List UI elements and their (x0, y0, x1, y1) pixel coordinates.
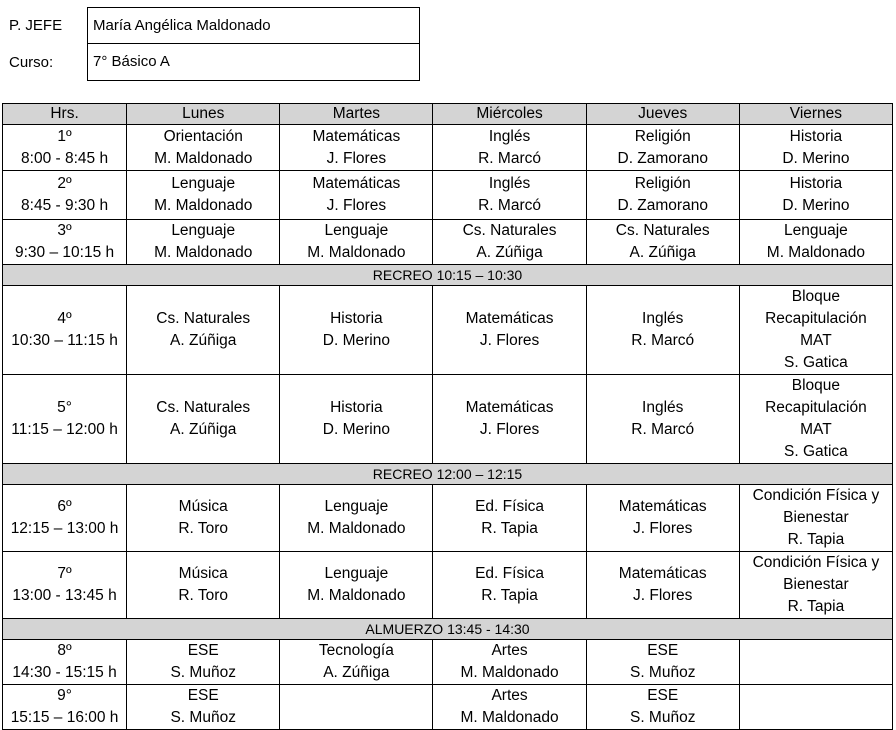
teacher-name: R. Tapia (481, 587, 538, 604)
period-number: 8º (57, 642, 72, 659)
class-cell-jueves (586, 685, 739, 730)
teacher-name: A. Zúñiga (170, 332, 237, 349)
teacher-name: A. Zúñiga (629, 244, 696, 261)
subject-line: MAT (800, 421, 832, 438)
subject-line: Tecnología (318, 642, 394, 659)
period-number: 1º (57, 127, 72, 145)
class-cell-lunes (127, 685, 280, 730)
subject-line: Matemáticas (312, 175, 401, 192)
period-cell (3, 485, 127, 552)
class-cell-lunes (127, 485, 280, 552)
period-cell (3, 552, 127, 619)
class-cell-miercoles (433, 640, 586, 685)
subject-line: Historia (789, 175, 843, 192)
course-label: Curso: (9, 54, 54, 71)
class-cell-jueves (586, 640, 739, 685)
class-cell-lunes (127, 171, 280, 220)
schedule-body (3, 104, 893, 730)
subject-line: Historia (330, 399, 383, 416)
course-field: 7° Básico A (87, 44, 420, 81)
period-cell (3, 640, 127, 685)
class-cell-lunes (127, 552, 280, 619)
column-header-jueves: Jueves (586, 104, 739, 125)
teacher-name: D. Merino (782, 149, 850, 167)
subject-line: Artes (491, 642, 528, 659)
subject-line: Bloque (791, 288, 841, 305)
period-row (3, 640, 893, 685)
teacher-name: J. Flores (326, 197, 387, 214)
period-time: 8:45 - 9:30 h (21, 197, 109, 214)
teacher-name: M. Maldonado (766, 244, 866, 261)
teacher-name: J. Flores (479, 332, 540, 349)
teacher-name: D. Merino (782, 197, 850, 214)
subject-line: Ed. Física (475, 498, 545, 515)
subject-line: Música (178, 565, 228, 582)
class-cell-miercoles (433, 125, 586, 171)
class-cell-miercoles (433, 485, 586, 552)
column-header-miercoles: Miércoles (433, 104, 586, 125)
period-cell (3, 286, 127, 375)
class-cell-viernes (739, 286, 892, 375)
subject-line: Música (178, 498, 228, 515)
teacher-name: M. Maldonado (307, 244, 406, 261)
subject-line: Inglés (488, 175, 531, 192)
break-row (3, 619, 893, 640)
class-cell-jueves (586, 286, 739, 375)
period-number: 3º (57, 222, 72, 239)
subject-line: Matemáticas (312, 127, 401, 145)
class-cell-miercoles (433, 375, 586, 464)
teacher-name: M. Maldonado (460, 709, 559, 726)
teacher-name: S. Gatica (784, 443, 848, 460)
class-cell-jueves (586, 375, 739, 464)
teacher-name: R. Tapia (787, 598, 845, 615)
teacher-label: P. JEFE (9, 17, 63, 34)
class-cell-martes (280, 125, 433, 171)
period-time: 10:30 – 11:15 h (11, 332, 118, 349)
subject-line: Condición Física y (752, 487, 880, 504)
class-cell-jueves (586, 171, 739, 220)
subject-line: ESE (647, 687, 679, 704)
subject-line: Lenguaje (324, 565, 389, 582)
teacher-field: María Angélica Maldonado (87, 7, 420, 44)
period-cell (3, 375, 127, 464)
column-header-martes: Martes (280, 104, 433, 125)
period-time: 14:30 - 15:15 h (12, 664, 117, 681)
class-cell-martes (280, 485, 433, 552)
period-cell (3, 220, 127, 265)
class-cell-lunes (127, 220, 280, 265)
header-row (3, 104, 893, 125)
class-cell-martes (280, 171, 433, 220)
subject-line: Ed. Física (475, 565, 545, 582)
subject-line: Inglés (642, 310, 684, 327)
subject-line: Recapitulación (765, 399, 867, 416)
teacher-name: R. Marcó (631, 421, 695, 438)
period-number: 9° (57, 687, 72, 704)
subject-line: Matemáticas (618, 565, 707, 582)
period-time: 9:30 – 10:15 h (15, 244, 115, 261)
teacher-name: M. Maldonado (154, 197, 253, 214)
teacher-name: M. Maldonado (154, 149, 253, 167)
period-time: 8:00 - 8:45 h (21, 149, 109, 167)
class-cell-martes (280, 640, 433, 685)
subject-line: Matemáticas (618, 498, 707, 515)
subject-line: Matemáticas (465, 310, 554, 327)
subject-line: Cs. Naturales (462, 222, 557, 239)
period-number: 6º (57, 498, 72, 515)
period-time: 11:15 – 12:00 h (11, 421, 118, 438)
class-cell-martes (280, 552, 433, 619)
teacher-name: M. Maldonado (154, 244, 253, 261)
subject-line: Lenguaje (324, 222, 389, 239)
teacher-name: R. Tapia (481, 520, 538, 537)
teacher-name: J. Flores (326, 149, 387, 167)
class-cell-martes (280, 685, 433, 730)
period-row (3, 125, 893, 171)
class-cell-viernes (739, 171, 892, 220)
period-row (3, 552, 893, 619)
subject-line: Cs. Naturales (615, 222, 710, 239)
period-cell (3, 125, 127, 171)
class-cell-miercoles (433, 171, 586, 220)
teacher-name: S. Muñoz (170, 709, 236, 726)
subject-line: Inglés (488, 127, 531, 145)
column-header-hrs: Hrs. (3, 104, 127, 125)
subject-line: Cs. Naturales (156, 310, 251, 327)
class-cell-lunes (127, 375, 280, 464)
class-cell-viernes (739, 375, 892, 464)
class-cell-lunes (127, 286, 280, 375)
teacher-name: J. Flores (479, 421, 540, 438)
period-time: 12:15 – 13:00 h (10, 520, 119, 537)
class-cell-martes (280, 286, 433, 375)
teacher-name: R. Toro (178, 520, 229, 537)
teacher-name: A. Zúñiga (323, 664, 390, 681)
class-cell-viernes (739, 685, 892, 730)
period-row (3, 685, 893, 730)
teacher-name: M. Maldonado (307, 587, 406, 604)
subject-line: ESE (187, 642, 219, 659)
teacher-name: D. Zamorano (617, 197, 708, 214)
period-number: 2º (57, 175, 72, 192)
class-cell-viernes (739, 125, 892, 171)
subject-line: Lenguaje (324, 498, 389, 515)
break-row (3, 265, 893, 286)
teacher-name: M. Maldonado (307, 520, 406, 537)
subject-line: Bloque (791, 377, 841, 394)
teacher-name: R. Tapia (787, 531, 845, 548)
teacher-name: R. Marcó (631, 332, 695, 349)
subject-line: ESE (187, 687, 219, 704)
class-cell-miercoles (433, 220, 586, 265)
teacher-name: R. Marcó (478, 197, 541, 214)
class-cell-jueves (586, 485, 739, 552)
teacher-name: S. Muñoz (629, 664, 696, 681)
course-row (0, 44, 425, 81)
class-cell-viernes (739, 640, 892, 685)
teacher-name: D. Merino (322, 421, 390, 438)
break-row (3, 464, 893, 485)
subject-line: Artes (491, 687, 528, 704)
class-cell-viernes (739, 220, 892, 265)
subject-line: Bienestar (783, 509, 849, 526)
class-cell-lunes (127, 125, 280, 171)
class-cell-martes (280, 375, 433, 464)
class-cell-jueves (586, 220, 739, 265)
period-time: 13:00 - 13:45 h (12, 587, 117, 604)
period-row (3, 171, 893, 220)
period-number: 4º (57, 310, 72, 327)
break-label: ALMUERZO 13:45 - 14:30 (3, 619, 893, 640)
subject-line: Historia (330, 310, 383, 327)
subject-line: Matemáticas (465, 399, 554, 416)
teacher-name: J. Flores (633, 520, 693, 537)
class-cell-miercoles (433, 286, 586, 375)
subject-line: Orientación (163, 127, 243, 145)
teacher-name: M. Maldonado (460, 664, 559, 681)
class-cell-jueves (586, 125, 739, 171)
subject-line: Religión (634, 175, 691, 192)
break-label: RECREO 10:15 – 10:30 (3, 265, 893, 286)
teacher-name: S. Muñoz (170, 664, 236, 681)
period-row (3, 485, 893, 552)
subject-line: ESE (647, 642, 679, 659)
subject-line: Condición Física y (752, 554, 880, 571)
teacher-name: D. Merino (322, 332, 390, 349)
subject-line: Historia (789, 127, 843, 145)
header-info (0, 7, 425, 81)
teacher-name: D. Zamorano (617, 149, 708, 167)
period-number: 5° (57, 399, 72, 416)
teacher-name: R. Toro (178, 587, 229, 604)
teacher-row (0, 7, 425, 44)
class-cell-viernes (739, 485, 892, 552)
break-label: RECREO 12:00 – 12:15 (3, 464, 893, 485)
subject-line: Inglés (642, 399, 684, 416)
teacher-name: S. Muñoz (629, 709, 696, 726)
class-cell-miercoles (433, 552, 586, 619)
schedule-table (2, 103, 893, 730)
teacher-name: A. Zúñiga (170, 421, 237, 438)
subject-line: Bienestar (783, 576, 849, 593)
teacher-name: S. Gatica (784, 354, 848, 371)
subject-line: Cs. Naturales (156, 399, 251, 416)
period-time: 15:15 – 16:00 h (10, 709, 119, 726)
subject-line: Lenguaje (784, 222, 848, 239)
period-row (3, 375, 893, 464)
teacher-name: R. Marcó (478, 149, 541, 167)
period-number: 7º (57, 565, 72, 582)
class-cell-jueves (586, 552, 739, 619)
class-cell-miercoles (433, 685, 586, 730)
column-header-viernes: Viernes (739, 104, 892, 125)
column-header-lunes: Lunes (127, 104, 280, 125)
subject-line: Lenguaje (171, 175, 236, 192)
subject-line: Recapitulación (765, 310, 867, 327)
period-row (3, 286, 893, 375)
teacher-name: A. Zúñiga (476, 244, 543, 261)
class-cell-martes (280, 220, 433, 265)
subject-line: MAT (800, 332, 832, 349)
subject-line: Lenguaje (171, 222, 236, 239)
teacher-name: J. Flores (633, 587, 693, 604)
period-cell (3, 171, 127, 220)
subject-line: Religión (634, 127, 691, 145)
period-row (3, 220, 893, 265)
class-cell-viernes (739, 552, 892, 619)
class-cell-lunes (127, 640, 280, 685)
period-cell (3, 685, 127, 730)
